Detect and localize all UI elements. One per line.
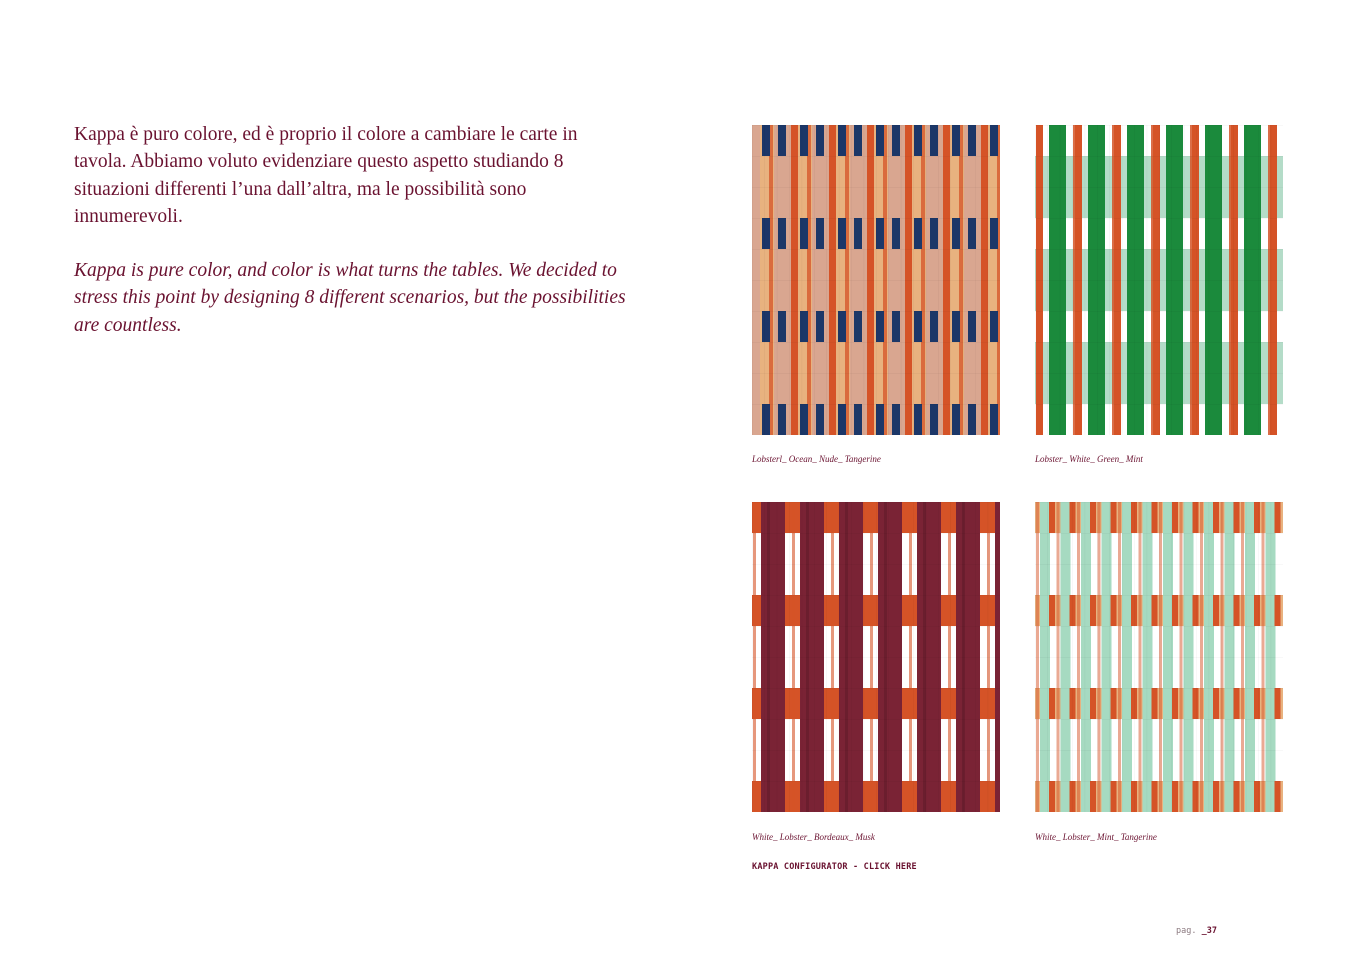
page-prefix: pag. bbox=[1176, 926, 1197, 936]
intro-text bbox=[74, 121, 634, 339]
intro-italian: Kappa è puro colore, ed è proprio il colore a cambiare le carte in tavola. Abbiamo voluto evidenziare questo aspetto studiando 8 situazioni differenti l’una dall’altra, ma le possibilità sono innumerevoli. bbox=[74, 124, 578, 227]
intro-english: Kappa is pure color, and color is what turns the tables. We decided to stress this point by designing 8 different scenarios, but the possibilities are countless. bbox=[74, 260, 626, 336]
pattern-swatch-white-lobster-bordeaux-musk bbox=[752, 502, 1000, 812]
pattern-swatch-lobster-ocean-nude-tangerine bbox=[752, 125, 1000, 435]
pattern-swatch-white-lobster-mint-tangerine bbox=[1035, 502, 1283, 812]
page-number bbox=[1176, 926, 1217, 936]
pattern-caption: White_ Lobster_ Mint_ Tangerine bbox=[1035, 832, 1157, 842]
pattern-caption: Lobster_ White_ Green_ Mint bbox=[1035, 454, 1143, 464]
kappa-configurator-link[interactable]: KAPPA CONFIGURATOR - CLICK HERE bbox=[752, 862, 917, 872]
pattern-swatch-lobster-white-green-mint bbox=[1035, 125, 1283, 435]
pattern-caption: White_ Lobster_ Bordeaux_ Musk bbox=[752, 832, 875, 842]
page-value: _37 bbox=[1201, 926, 1217, 936]
pattern-caption: Lobsterl_ Ocean_ Nude_ Tangerine bbox=[752, 454, 881, 464]
